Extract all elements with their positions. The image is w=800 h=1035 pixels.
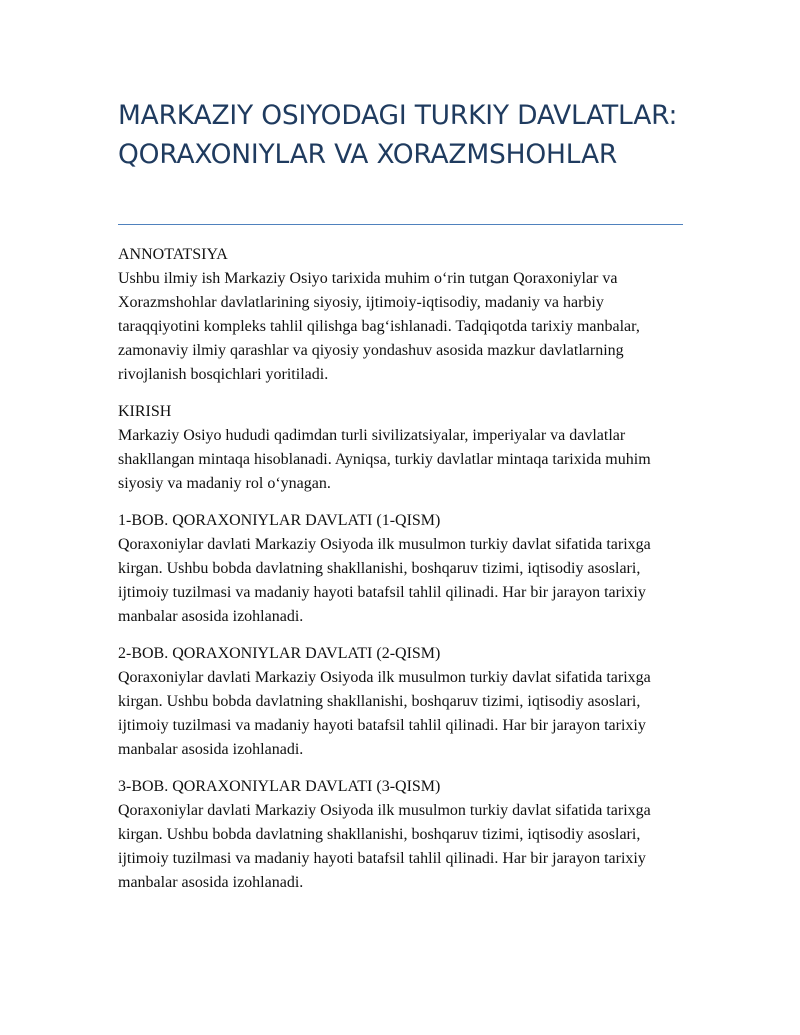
- section-paragraph: Qoraxoniylar davlati Markaziy Osiyoda ilk musulmon turkiy davlat sifatida tarixga kirgan. Ushbu bobda davlatning shakllanishi, boshqaruv tizimi, iqtisodiy asoslari, ijtimoiy tuzilmasi va madaniy hayoti batafsil tahlil qilinadi. Har bir jarayon tarixiy manbalar asosida izohlanadi.: [118, 802, 651, 891]
- section-paragraph: Ushbu ilmiy ish Markaziy Osiyo tarixida muhim o‘rin tutgan Qoraxoniylar va Xorazmshohlar davlatlarining siyosiy, ijtimoiy-iqtisodiy, madaniy va harbiy taraqqiyotini kompleks tahlil qilishga bag‘ishlanadi. Tadqiqotda tarixiy manbalar, zamonaviy ilmiy qarashlar va qiyosiy yondashuv asosida mazkur davlatlarning rivojlanish bosqichlari yoritiladi.: [118, 270, 640, 383]
- section-chapter-2: [118, 642, 688, 762]
- section-kirish: [118, 400, 688, 496]
- section-heading: KIRISH: [118, 403, 172, 420]
- title-underline-divider: [118, 224, 683, 225]
- section-paragraph: Qoraxoniylar davlati Markaziy Osiyoda ilk musulmon turkiy davlat sifatida tarixga kirgan. Ushbu bobda davlatning shakllanishi, boshqaruv tizimi, iqtisodiy asoslari, ijtimoiy tuzilmasi va madaniy hayoti batafsil tahlil qilinadi. Har bir jarayon tarixiy manbalar asosida izohlanadi.: [118, 669, 651, 758]
- document-title: MARKAZIY OSIYODAGI TURKIY DAVLATLAR: QORAXONIYLAR VA XORAZMSHOHLAR: [118, 100, 678, 170]
- document-body: [118, 243, 688, 908]
- section-heading: 2-BOB. QORAXONIYLAR DAVLATI (2-QISM): [118, 645, 441, 662]
- section-heading: 1-BOB. QORAXONIYLAR DAVLATI (1-QISM): [118, 512, 441, 529]
- section-paragraph: Markaziy Osiyo hududi qadimdan turli sivilizatsiyalar, imperiyalar va davlatlar shakllangan mintaqa hisoblanadi. Ayniqsa, turkiy davlatlar mintaqa tarixida muhim siyosiy va madaniy rol o‘ynagan.: [118, 427, 651, 492]
- section-heading: 3-BOB. QORAXONIYLAR DAVLATI (3-QISM): [118, 778, 441, 795]
- section-paragraph: Qoraxoniylar davlati Markaziy Osiyoda ilk musulmon turkiy davlat sifatida tarixga kirgan. Ushbu bobda davlatning shakllanishi, boshqaruv tizimi, iqtisodiy asoslari, ijtimoiy tuzilmasi va madaniy hayoti batafsil tahlil qilinadi. Har bir jarayon tarixiy manbalar asosida izohlanadi.: [118, 536, 651, 625]
- section-annotatsiya: [118, 243, 688, 387]
- section-heading: ANNOTATSIYA: [118, 246, 228, 263]
- section-chapter-1: [118, 509, 688, 629]
- section-chapter-3: [118, 775, 688, 895]
